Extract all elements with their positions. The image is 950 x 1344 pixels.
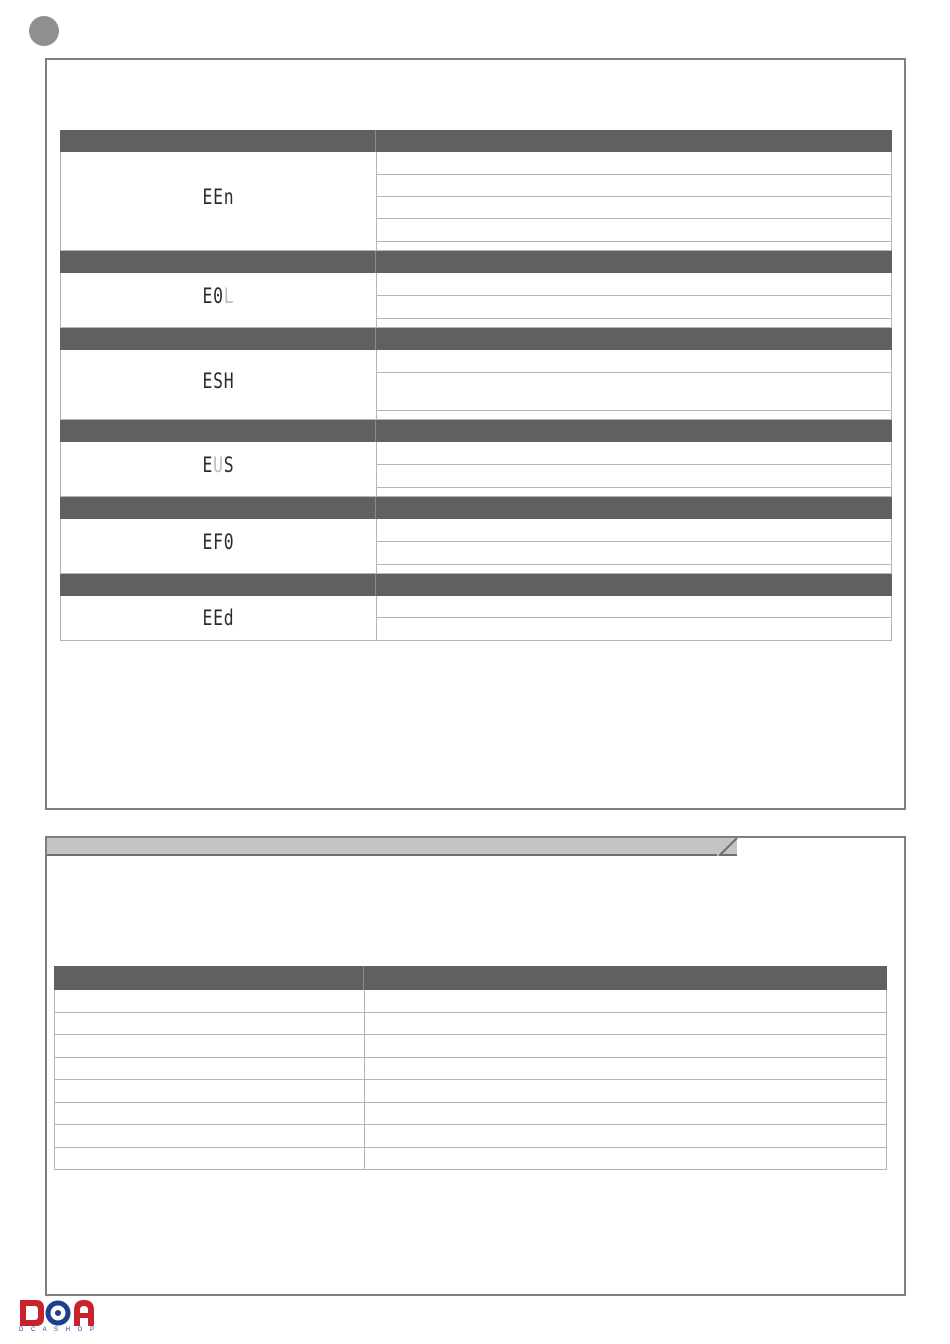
error-code-display: EEn bbox=[61, 152, 377, 242]
error-code-display: EF0 bbox=[61, 519, 377, 565]
error-block-5 bbox=[60, 497, 892, 574]
error-block-2 bbox=[60, 251, 892, 328]
table-header bbox=[60, 328, 892, 350]
table-row bbox=[54, 1103, 887, 1126]
table-header bbox=[60, 251, 892, 273]
table-header bbox=[60, 574, 892, 596]
table-row bbox=[54, 1125, 887, 1148]
error-block-1 bbox=[60, 130, 892, 251]
table-header bbox=[60, 130, 892, 152]
dcashop-logo bbox=[18, 1296, 100, 1342]
error-code-display: ESH bbox=[61, 350, 377, 411]
table-header bbox=[60, 497, 892, 519]
spec-table bbox=[54, 966, 887, 1170]
error-code-display: E0L bbox=[61, 273, 377, 319]
logo-wordmark: D C A S H O P bbox=[19, 1327, 98, 1333]
section-heading-bar bbox=[47, 838, 737, 856]
error-code-display: EEd bbox=[61, 596, 377, 640]
section-heading-corner bbox=[717, 836, 739, 856]
table-row bbox=[54, 1013, 887, 1036]
error-code-panel bbox=[45, 58, 906, 810]
section-panel bbox=[45, 836, 906, 1296]
table-row bbox=[54, 990, 887, 1013]
table-row bbox=[54, 1080, 887, 1103]
error-block-3 bbox=[60, 328, 892, 420]
table-row bbox=[54, 1035, 887, 1058]
table-header bbox=[54, 966, 887, 990]
table-row bbox=[54, 1148, 887, 1171]
table-header bbox=[60, 420, 892, 442]
error-code-table bbox=[60, 130, 892, 641]
error-block-6 bbox=[60, 574, 892, 641]
page-marker bbox=[29, 16, 59, 46]
error-code-display: EUS bbox=[61, 442, 377, 488]
table-row bbox=[54, 1058, 887, 1081]
error-block-4 bbox=[60, 420, 892, 497]
